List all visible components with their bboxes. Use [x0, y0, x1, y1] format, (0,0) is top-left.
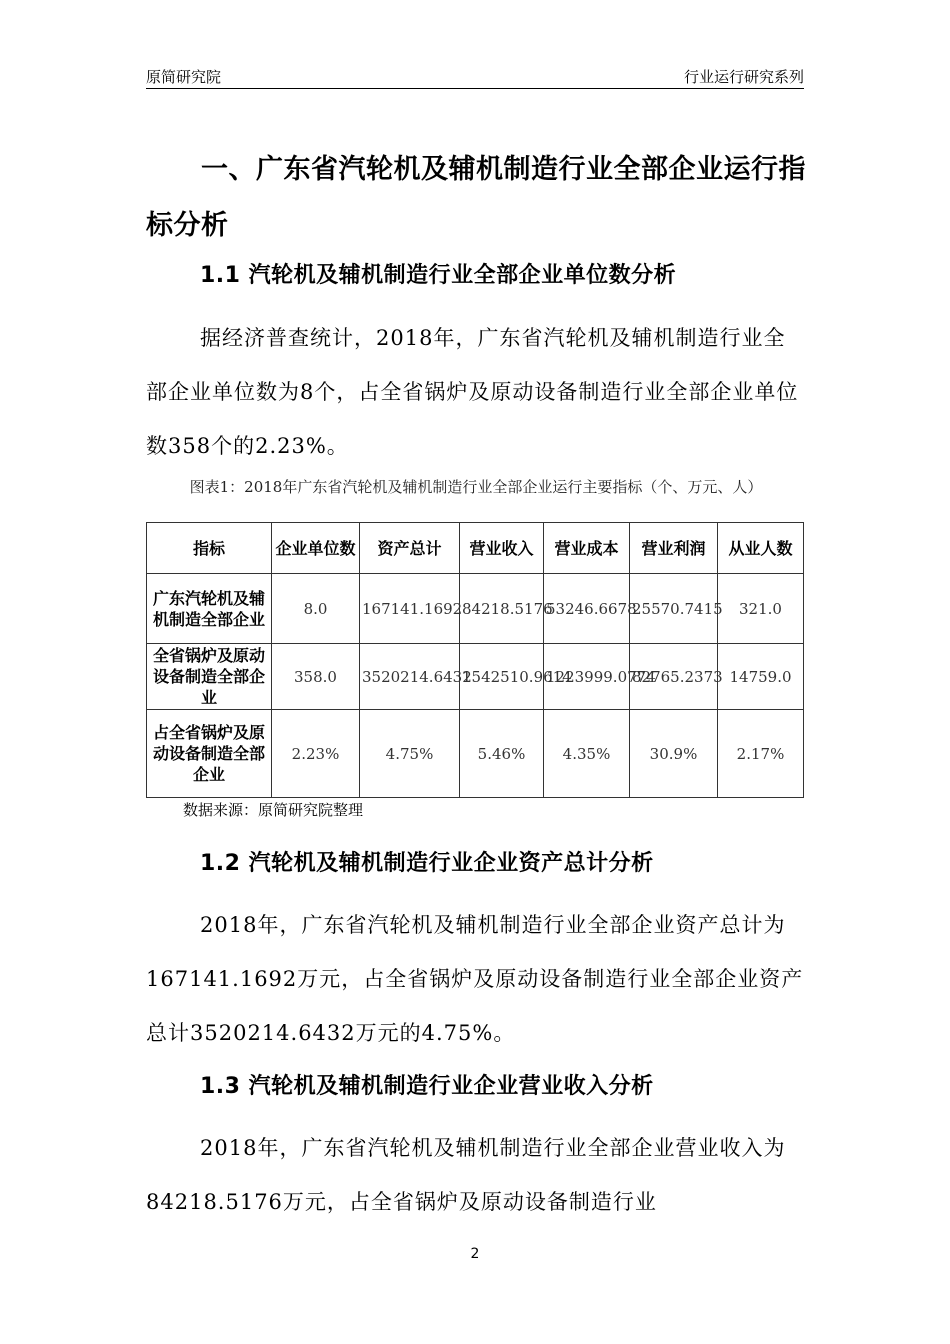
table-cell: 321.0 [718, 574, 804, 644]
chapter-title: 一、广东省汽轮机及辅机制造行业全部企业运行指标分析 [146, 154, 806, 241]
table-header-cell: 资产总计 [360, 523, 460, 574]
table-cell: 8.0 [272, 574, 360, 644]
table-cell: 1542510.9614 [460, 644, 544, 710]
table-cell: 4.75% [360, 710, 460, 798]
table-row [147, 710, 804, 798]
header-right: 行业运行研究系列 [683, 68, 804, 86]
table-caption: 图表1：2018年广东省汽轮机及辅机制造行业全部企业运行主要指标（个、万元、人） [189, 478, 763, 496]
table-row-label: 广东汽轮机及辅机制造全部企业 [147, 574, 272, 644]
header-divider [146, 88, 804, 89]
section-paragraph-1-3: 2018年，广东省汽轮机及辅机制造行业全部企业营业收入为84218.5176万元，占全省锅炉及原动设备制造行业 [146, 1136, 786, 1214]
table-cell: 30.9% [630, 710, 718, 798]
table-header-row [147, 523, 804, 574]
table-cell: 25570.7415 [630, 574, 718, 644]
table-cell: 2.17% [718, 710, 804, 798]
header-left: 原简研究院 [146, 68, 222, 86]
table-cell: 53246.6678 [544, 574, 630, 644]
section-heading-1-3: 1.3 汽轮机及辅机制造行业企业营业收入分析 [200, 1074, 654, 1099]
table-row-label: 全省锅炉及原动设备制造全部企业 [147, 644, 272, 710]
table-cell: 14759.0 [718, 644, 804, 710]
table-row [147, 644, 804, 710]
table-row [147, 574, 804, 644]
table-cell: 82765.2373 [630, 644, 718, 710]
section-paragraph-1-1: 据经济普查统计，2018年，广东省汽轮机及辅机制造行业全部企业单位数为8个，占全省锅炉及原动设备制造行业全部企业单位数358个的2.23%。 [146, 326, 799, 458]
table-cell: 4.35% [544, 710, 630, 798]
table-cell: 167141.1692 [360, 574, 460, 644]
table-cell: 5.46% [460, 710, 544, 798]
table-cell: 358.0 [272, 644, 360, 710]
table-cell: 84218.5176 [460, 574, 544, 644]
section-heading-1-2: 1.2 汽轮机及辅机制造行业企业资产总计分析 [200, 851, 654, 876]
table-source-note: 数据来源：原简研究院整理 [183, 801, 364, 819]
page-number: 2 [470, 1246, 480, 1262]
table-row-label: 占全省锅炉及原动设备制造全部企业 [147, 710, 272, 798]
section-paragraph-1-2: 2018年，广东省汽轮机及辅机制造行业全部企业资产总计为167141.1692万元，占全省锅炉及原动设备制造行业全部企业资产总计3520214.6432万元的4.75%。 [146, 913, 804, 1045]
table-header-cell: 营业收入 [460, 523, 544, 574]
table-cell: 1223999.0774 [544, 644, 630, 710]
table-header-cell: 指标 [147, 523, 272, 574]
table-header-cell: 从业人数 [718, 523, 804, 574]
table-cell: 2.23% [272, 710, 360, 798]
table-cell: 3520214.6432 [360, 644, 460, 710]
table-header-cell: 营业成本 [544, 523, 630, 574]
section-heading-1-1: 1.1 汽轮机及辅机制造行业全部企业单位数分析 [200, 263, 677, 288]
table-header-cell: 企业单位数 [272, 523, 360, 574]
table-header-cell: 营业利润 [630, 523, 718, 574]
indicator-table [146, 522, 804, 798]
